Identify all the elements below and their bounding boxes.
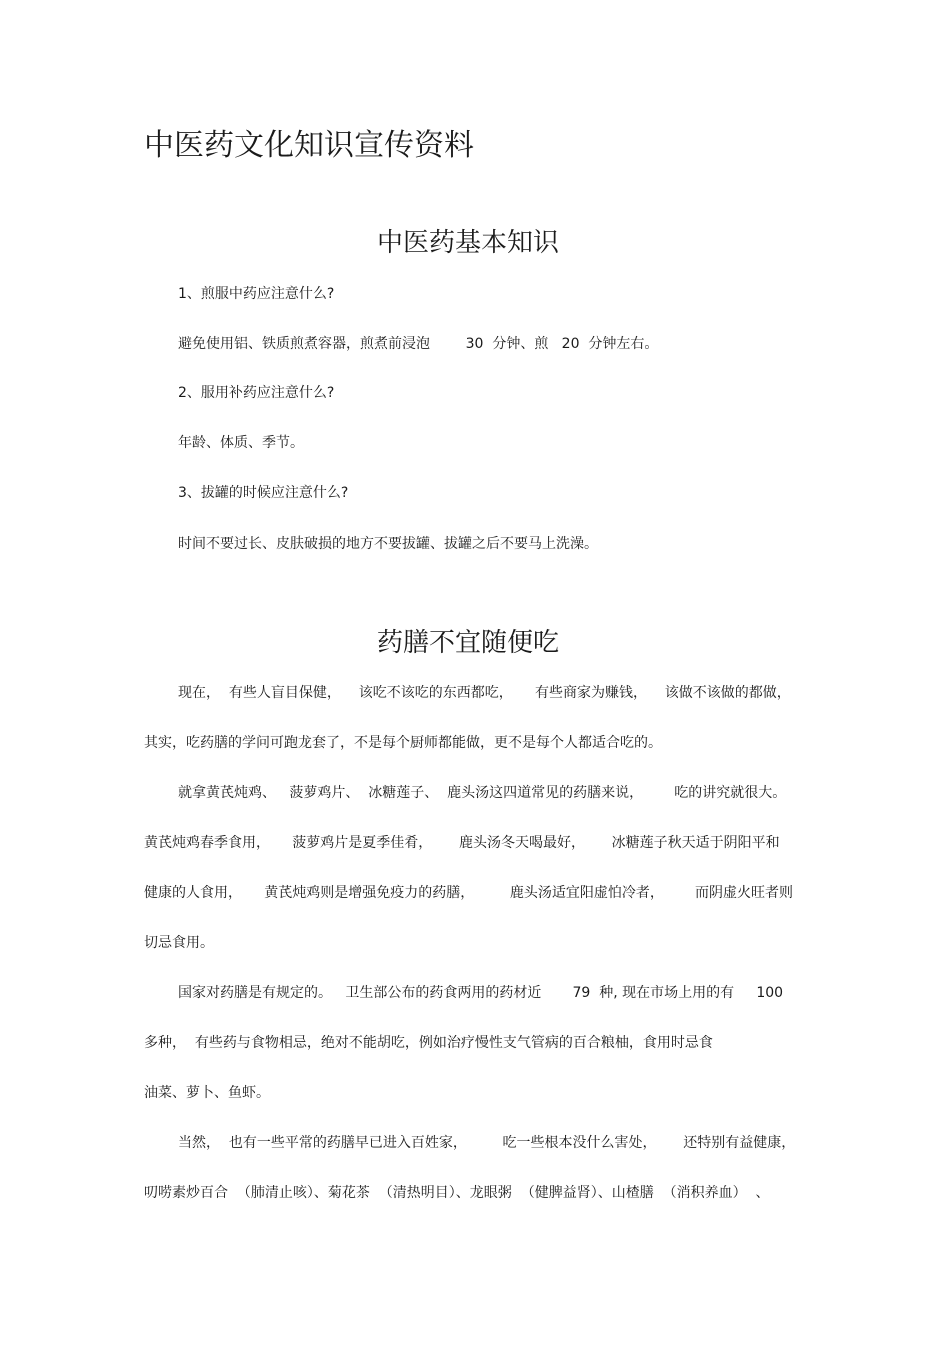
paragraph-line: 国家对药膳是有规定的。 卫生部公布的药食两用的药材近 79 种, 现在市场上用的有 100	[178, 985, 784, 1001]
paragraph-line: 多种， 有些药与食物相忌，绝对不能胡吃，例如治疗慢性支气管病的百合粮柚，食用时忌食	[144, 1035, 713, 1051]
answer-1: 避免使用铝、铁质煎煮容器，煎煮前浸泡 30 分钟、煎 20 分钟左右。	[178, 336, 659, 352]
section-heading-medicinal-diet: 药膳不宜随便吃	[376, 628, 559, 658]
paragraph-line: 健康的人食用， 黄芪炖鸡则是增强免疫力的药膳， 鹿头汤适宜阳虚怕冷者， 而阴虚火旺者则	[144, 885, 794, 901]
question-1: 1、煎服中药应注意什么?	[178, 286, 335, 302]
section-heading-basic-knowledge: 中医药基本知识	[376, 228, 559, 258]
paragraph-line: 切忌食用。	[144, 935, 214, 951]
answer-2: 年龄、体质、季节。	[178, 435, 304, 451]
document-title: 中医药文化知识宣传资料	[144, 128, 474, 163]
paragraph-line: 现在， 有些人盲目保健， 该吃不该吃的东西都吃， 有些商家为赚钱， 该做不该做的都做，	[178, 685, 791, 701]
paragraph-line: 其实，吃药膳的学问可跑龙套了，不是每个厨师都能做，更不是每个人都适合吃的。	[144, 735, 662, 751]
paragraph-line: 油菜、萝卜、鱼虾。	[144, 1085, 270, 1101]
question-2: 2、服用补药应注意什么?	[178, 385, 335, 401]
paragraph-line: 就拿黄芪炖鸡、 菠萝鸡片、 冰糖莲子、 鹿头汤这四道常见的药膳来说， 吃的讲究就很大。	[178, 785, 787, 801]
answer-3: 时间不要过长、皮肤破损的地方不要拔罐、拔罐之后不要马上洗澡。	[178, 536, 598, 552]
question-3: 3、拔罐的时候应注意什么?	[178, 485, 349, 501]
paragraph-line: 叨唠素炒百合 （肺清止咳）、菊花茶 （清热明目）、龙眼粥 （健脾益肾）、山楂膳 （消积养血） 、	[144, 1185, 770, 1201]
paragraph-line: 黄芪炖鸡春季食用， 菠萝鸡片是夏季佳肴， 鹿头汤冬天喝最好， 冰糖莲子秋天适于阴阳平和	[144, 835, 780, 851]
paragraph-line: 当然， 也有一些平常的药膳早已进入百姓家， 吃一些根本没什么害处， 还特别有益健康，	[178, 1135, 796, 1151]
